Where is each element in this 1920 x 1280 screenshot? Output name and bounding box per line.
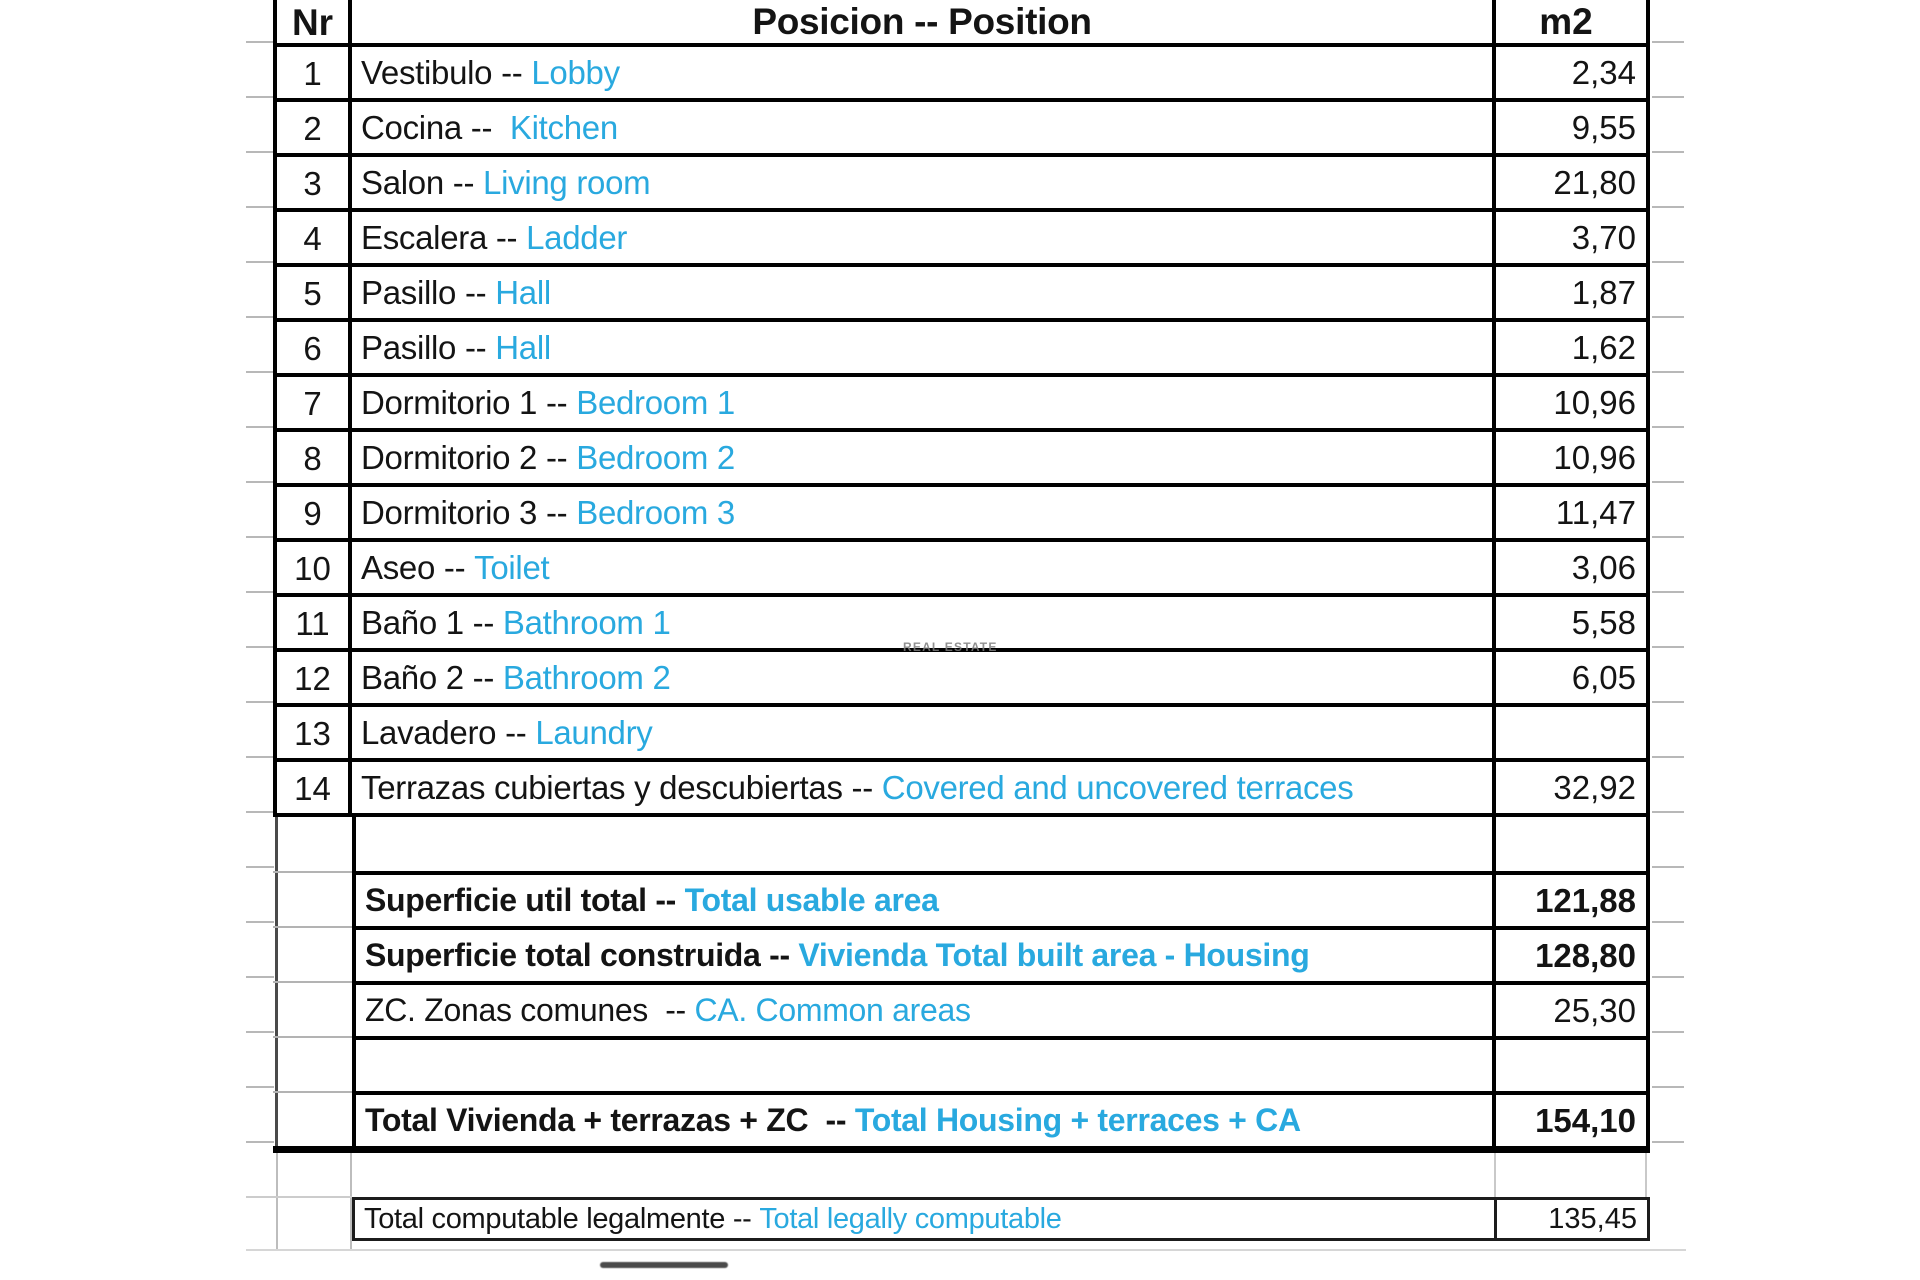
position-english: Toilet (474, 548, 550, 586)
position-english: Living room (483, 163, 651, 201)
position-spanish: ZC. Zonas comunes -- (365, 992, 695, 1028)
table-row-13 (277, 707, 1646, 762)
area-cell: 3,70 (1571, 218, 1636, 256)
position-spanish: Baño 2 -- (361, 658, 503, 696)
faint-gridline (246, 1249, 1686, 1251)
summary-row-total (356, 1095, 1646, 1146)
position-cell (352, 652, 1496, 703)
area-cell: 1,87 (1571, 273, 1636, 311)
area-cell: 128,80 (1535, 936, 1636, 974)
row-number: 11 (277, 597, 352, 648)
header-row (277, 0, 1646, 47)
table-row-3 (277, 157, 1646, 212)
table-row-9 (277, 487, 1646, 542)
table-row-8 (277, 432, 1646, 487)
empty-row (356, 1040, 1646, 1095)
table-row-6 (277, 322, 1646, 377)
table-row-5 (277, 267, 1646, 322)
position-spanish: Dormitorio 1 -- (361, 383, 577, 421)
position-spanish: Pasillo -- (361, 273, 496, 311)
header-position: Posicion -- Position (352, 0, 1496, 43)
area-cell: 11,47 (1555, 493, 1636, 531)
position-english: Bedroom 3 (576, 493, 735, 531)
nr-column-strip (273, 817, 352, 1146)
position-english: CA. Common areas (694, 992, 971, 1028)
position-spanish: Vestibulo -- (361, 53, 532, 91)
position-spanish: Dormitorio 3 -- (361, 493, 577, 531)
row-number: 9 (277, 487, 352, 538)
row-number: 1 (277, 47, 352, 98)
position-cell (352, 762, 1496, 813)
area-cell (1496, 707, 1646, 758)
area-cell: 154,10 (1535, 1101, 1636, 1139)
area-cell: 1,62 (1571, 328, 1636, 366)
position-cell (352, 487, 1496, 538)
position-cell (352, 102, 1496, 153)
table-row-14 (277, 762, 1646, 817)
area-cell: 3,06 (1571, 548, 1636, 586)
row-number: 10 (277, 542, 352, 593)
position-cell (352, 377, 1496, 428)
table-row-12 (277, 652, 1646, 707)
faint-gridline (1494, 1153, 1496, 1197)
area-cell: 10,96 (1553, 383, 1636, 421)
position-cell (352, 322, 1496, 373)
summary-box (352, 817, 1650, 1146)
legally-computable-row (352, 1197, 1650, 1241)
position-cell (356, 930, 1496, 981)
position-spanish: Dormitorio 2 -- (361, 438, 577, 476)
position-english: Kitchen (509, 108, 618, 146)
position-english: Covered and uncovered terraces (881, 768, 1354, 806)
row-number: 6 (277, 322, 352, 373)
position-english: Ladder (526, 218, 628, 256)
position-english: Total Housing + terraces + CA (854, 1102, 1301, 1138)
position-cell (356, 985, 1496, 1036)
position-cell (356, 875, 1496, 926)
position-english: Laundry (535, 713, 653, 751)
faint-gridline (246, 1196, 352, 1198)
summary-row-usable-area (356, 875, 1646, 930)
area-cell: 25,30 (1553, 991, 1636, 1029)
row-number: 12 (277, 652, 352, 703)
position-english: Hall (495, 328, 551, 366)
area-cell: 121,88 (1535, 881, 1636, 919)
position-spanish: Total Vivienda + terrazas + ZC -- (365, 1102, 855, 1138)
area-cell: 32,92 (1553, 768, 1636, 806)
position-spanish: Salon -- (361, 163, 484, 201)
position-cell (352, 432, 1496, 483)
area-cell: 135,45 (1548, 1202, 1637, 1235)
position-cell (352, 542, 1496, 593)
position-english: Vivienda Total built area - Housing (798, 937, 1310, 973)
strip-gridlines (273, 871, 352, 1099)
position-english: Bedroom 1 (576, 383, 735, 421)
bottom-line-artifact (600, 1262, 728, 1268)
position-english: Total usable area (684, 882, 939, 918)
summary-row-built-area (356, 930, 1646, 985)
area-cell: 5,58 (1571, 603, 1636, 641)
area-cell: 9,55 (1571, 108, 1636, 146)
position-spanish: Cocina -- (361, 108, 510, 146)
position-cell (352, 157, 1496, 208)
position-english: Bathroom 1 (502, 603, 671, 641)
area-cell: 6,05 (1571, 658, 1636, 696)
header-m2: m2 (1539, 0, 1593, 42)
position-cell (352, 47, 1496, 98)
position-spanish: Pasillo -- (361, 328, 496, 366)
position-cell (352, 267, 1496, 318)
position-english: Total legally computable (759, 1202, 1062, 1235)
row-number: 13 (277, 707, 352, 758)
position-spanish: Terrazas cubiertas y descubiertas -- (361, 768, 882, 806)
position-spanish: Superficie total construida -- (365, 937, 799, 973)
position-spanish: Escalera -- (361, 218, 527, 256)
gridline-stubs-left (246, 41, 274, 1153)
row-number: 5 (277, 267, 352, 318)
faint-gridline (350, 1153, 352, 1250)
position-cell (356, 1095, 1496, 1146)
position-spanish: Total computable legalmente -- (364, 1202, 760, 1235)
area-cell: 10,96 (1553, 438, 1636, 476)
row-number: 4 (277, 212, 352, 263)
table-row-7 (277, 377, 1646, 432)
row-number: 7 (277, 377, 352, 428)
row-number: 2 (277, 102, 352, 153)
row-number: 3 (277, 157, 352, 208)
table-row-1 (277, 47, 1646, 102)
row-number: 14 (277, 762, 352, 813)
area-cell: 2,34 (1571, 53, 1636, 91)
summary-section (273, 817, 1650, 1153)
position-spanish: Aseo -- (361, 548, 475, 586)
position-cell (352, 212, 1496, 263)
position-cell (352, 707, 1496, 758)
table-row-10 (277, 542, 1646, 597)
gridline-stubs-right (1652, 41, 1684, 1153)
position-spanish: Superficie util total -- (365, 882, 685, 918)
table-row-4 (277, 212, 1646, 267)
position-english: Lobby (531, 53, 620, 91)
position-english: Hall (495, 273, 551, 311)
summary-row-common-areas (356, 985, 1646, 1040)
position-cell (355, 1200, 1497, 1238)
real-estate-watermark: REAL ESTATE (903, 640, 998, 654)
table-row-2 (277, 102, 1646, 157)
empty-row (356, 817, 1646, 875)
position-english: Bathroom 2 (502, 658, 671, 696)
position-spanish: Lavadero -- (361, 713, 536, 751)
faint-gridline (276, 1153, 278, 1250)
position-english: Bedroom 2 (576, 438, 735, 476)
area-cell: 21,80 (1553, 163, 1636, 201)
area-table (273, 0, 1650, 817)
position-spanish: Baño 1 -- (361, 603, 503, 641)
header-nr: Nr (277, 0, 352, 43)
faint-gridline (1645, 1153, 1647, 1197)
row-number: 8 (277, 432, 352, 483)
